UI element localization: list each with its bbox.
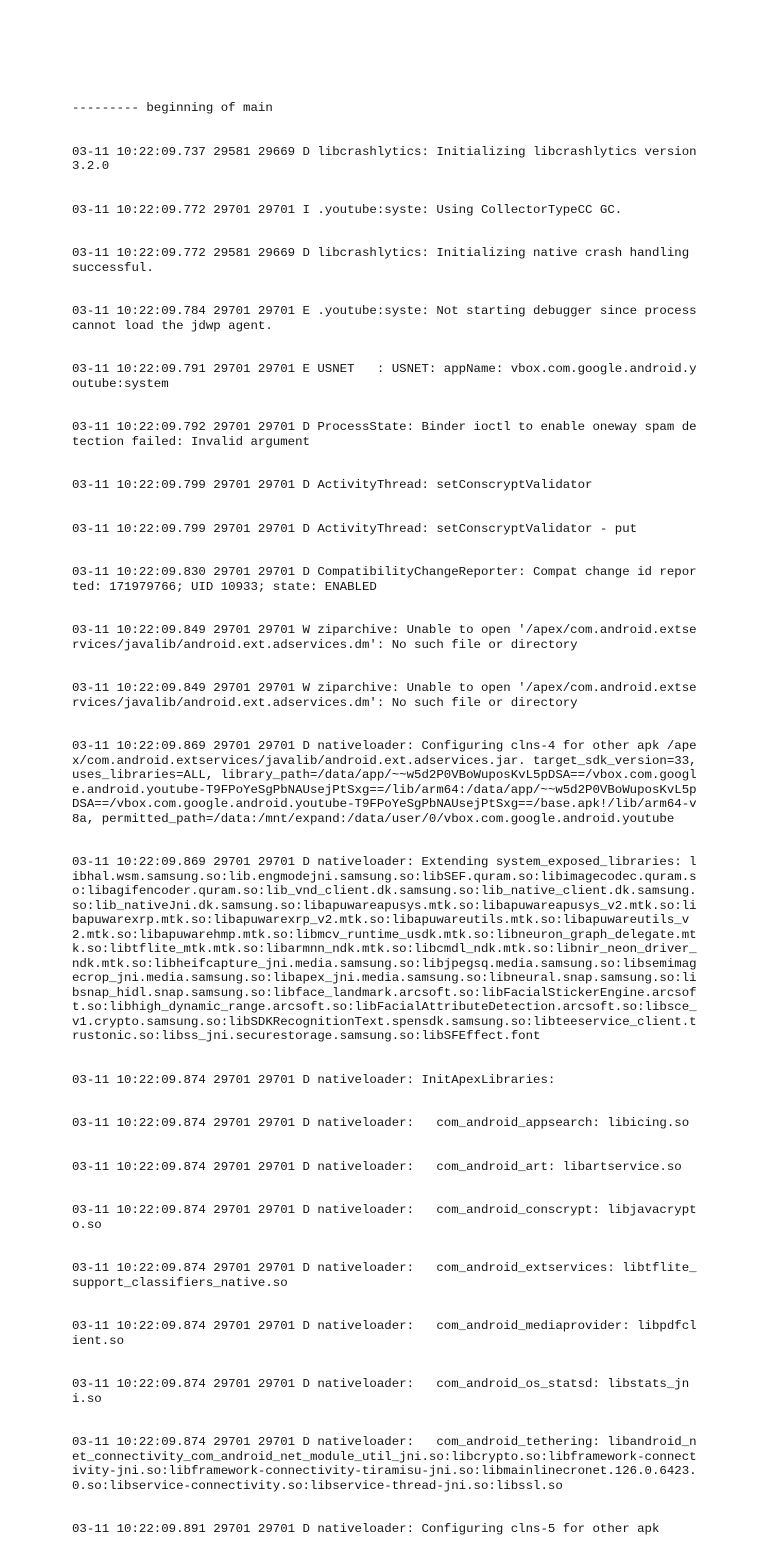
log-line: 03-11 10:22:09.874 29701 29701 D nativeloader: InitApexLibraries: [72, 1072, 556, 1087]
log-line: 03-11 10:22:09.792 29701 29701 D ProcessState: Binder ioctl to enable oneway spam detection failed: Invalid argument [72, 420, 697, 449]
log-line: 03-11 10:22:09.874 29701 29701 D nativeloader: com_android_os_statsd: libstats_jni.so [72, 1377, 690, 1406]
log-output [72, 72, 704, 1566]
log-line: 03-11 10:22:09.830 29701 29701 D CompatibilityChangeReporter: Compat change id reported: 171979766; UID 10933; state: ENABLED [72, 565, 697, 594]
log-line: 03-11 10:22:09.874 29701 29701 D nativeloader: com_android_extservices: libtflite_support_classifiers_native.so [72, 1261, 697, 1290]
log-line: 03-11 10:22:09.849 29701 29701 W ziparchive: Unable to open '/apex/com.android.extservices/javalib/android.ext.adservices.dm': No such file or directory [72, 623, 697, 652]
log-line: 03-11 10:22:09.874 29701 29701 D nativeloader: com_android_appsearch: libicing.so [72, 1116, 690, 1130]
log-line: 03-11 10:22:09.772 29581 29669 D libcrashlytics: Initializing native crash handling successful. [72, 246, 697, 275]
log-line: 03-11 10:22:09.891 29701 29701 D nativeloader: Configuring clns-5 for other apk [72, 1522, 660, 1536]
log-line: 03-11 10:22:09.791 29701 29701 E USNET : USNET: appName: vbox.com.google.android.youtube:system [72, 362, 697, 391]
log-line: 03-11 10:22:09.849 29701 29701 W ziparchive: Unable to open '/apex/com.android.extservices/javalib/android.ext.adservices.dm': No such file or directory [72, 681, 697, 710]
log-line: 03-11 10:22:09.784 29701 29701 E .youtube:syste: Not starting debugger since process cannot load the jdwp agent. [72, 304, 705, 333]
log-line: 03-11 10:22:09.772 29701 29701 I .youtube:syste: Using CollectorTypeCC GC. [72, 202, 623, 217]
log-line: 03-11 10:22:09.874 29701 29701 D nativeloader: com_android_mediaprovider: libpdfclient.so [72, 1319, 697, 1348]
log-line: 03-11 10:22:09.799 29701 29701 D ActivityThread: setConscryptValidator - put [72, 521, 638, 536]
log-line: 03-11 10:22:09.874 29701 29701 D nativeloader: com_android_tethering: libandroid_net_connectivity_com_android_net_module_util_jni.so:libcrypto.so:libframework-connectivity-jni.so:libframework-connectivity-tiramisu-jni.so:libmainlinecronet.126.0.6423.0.so:libservice-connectivity.so:libservice-thread-jni.so:libssl.so [72, 1435, 697, 1493]
log-line: 03-11 10:22:09.874 29701 29701 D nativeloader: com_android_art: libartservice.so [72, 1159, 682, 1174]
log-line: 03-11 10:22:09.737 29581 29669 D libcrashlytics: Initializing libcrashlytics version 3.2.0 [72, 144, 705, 173]
log-line: 03-11 10:22:09.874 29701 29701 D nativeloader: com_android_conscrypt: libjavacrypto.so [72, 1203, 697, 1232]
log-line: 03-11 10:22:09.799 29701 29701 D ActivityThread: setConscryptValidator [72, 478, 593, 492]
log-line: 03-11 10:22:09.869 29701 29701 D nativeloader: Configuring clns-4 for other apk /apex/com.android.extservices/javalib/android.ext.adservices.jar. target_sdk_version=33, uses_libraries=ALL, library_path=/data/app/~~w5d2P0VBoWuposKvL5pDSA==/vbox.com.google.android.youtube-T9FPoYeSgPbNAUsejPtSxg==/lib/arm64:/data/app/~~w5d2P0VBoWuposKvL5pDSA==/vbox.com.google.android.youtube-T9FPoYeSgPbNAUsejPtSxg==/base.apk!/lib/arm64-v8a, permitted_path=/data:/mnt/expand:/data/user/0/vbox.com.google.android.youtube [72, 739, 705, 826]
log-line: 03-11 10:22:09.869 29701 29701 D nativeloader: Extending system_exposed_libraries: libhal.wsm.samsung.so:lib.engmodejni.samsung.so:libSEF.quram.so:libimagecodec.quram.so:libagifencoder.quram.so:lib_vnd_client.dk.samsung.so:lib_native_client.dk.samsung.so:lib_nativeJni.dk.samsung.so:libapuwareapusys.mtk.so:libapuwareapusys_v2.mtk.so:libapuwarexrp.mtk.so:libapuwarexrp_v2.mtk.so:libapuwareutils.mtk.so:libapuwareutils_v2.mtk.so:libapuwarehmp.mtk.so:libmcv_runtime_usdk.mtk.so:libneuron_graph_delegate.mtk.so:libtflite_mtk.mtk.so:libarmnn_ndk.mtk.so:libcmdl_ndk.mtk.so:libnir_neon_driver_ndk.mtk.so:libheifcapture_jni.media.samsung.so:libjpegsq.media.samsung.so:libsemimagecrop_jni.media.samsung.so:libapex_jni.media.samsung.so:libneural.snap.samsung.so:libsnap_hidl.snap.samsung.so:libface_landmark.arcsoft.so:libFacialStickerEngine.arcsoft.so:libhigh_dynamic_range.arcsoft.so:libFacialAttributeDetection.arcsoft.so:libsce_v1.crypto.samsung.so:libSDKRecognitionText.spensdk.samsung.so:libteeservice_client.trustonic.so:libss_jni.securestorage.samsung.so:libSFEffect.font [72, 855, 697, 1043]
log-line: --------- beginning of main [72, 101, 273, 115]
